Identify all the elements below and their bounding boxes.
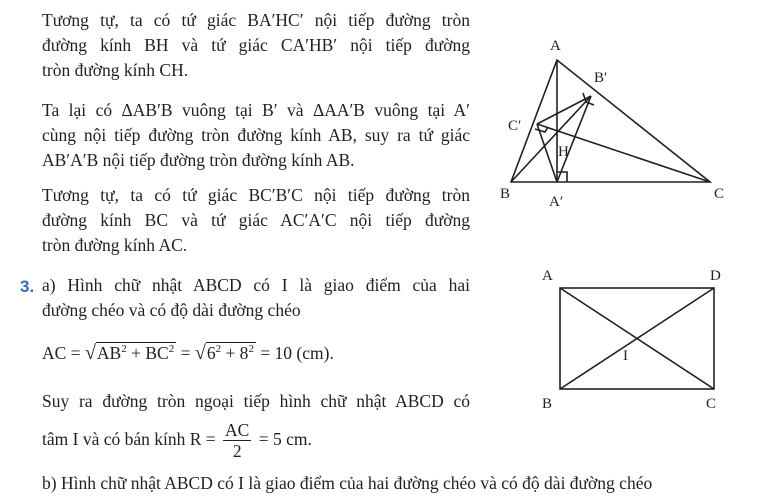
- part-a-line-2: đường chéo và có độ dài đường chéo: [42, 300, 301, 320]
- rad2-exp2: 2: [248, 343, 254, 355]
- formula-result: = 10 (cm).: [260, 342, 334, 363]
- rect-label-d: D: [710, 268, 721, 284]
- rad1-bc: + BC: [126, 342, 169, 363]
- label-a-prime: A′: [549, 194, 564, 210]
- p1-line-2: đường kính BH và tứ giác CA′HB′ nội tiếp đường: [42, 35, 470, 55]
- exercise-number: 3.: [20, 277, 35, 296]
- p3-line-1: Tương tự, ta có tứ giác BC′B′C nội tiếp đường tròn: [42, 185, 470, 205]
- altitude-bb-prime: [511, 96, 591, 182]
- segment-c-prime-b-prime: [537, 96, 591, 124]
- formula-eq1: =: [180, 342, 191, 363]
- part-a-line-1: a) Hình chữ nhật ABCD có I là giao điểm của hai: [42, 275, 470, 295]
- fraction-denominator: 2: [232, 441, 242, 462]
- rect-label-a: A: [542, 268, 553, 284]
- fraction-numerator: AC: [225, 420, 250, 441]
- label-b: B: [500, 186, 511, 202]
- radical-2: $√6^2 + 8^2$: [194, 341, 254, 364]
- rect-label-b: B: [542, 396, 553, 412]
- conclusion-line-1: Suy ra đường tròn ngoại tiếp hình chữ nhật ABCD có: [42, 391, 470, 411]
- part-b-line: b) Hình chữ nhật ABCD có I là giao điểm của hai đường chéo và có độ dài đường chéo: [42, 473, 653, 493]
- p1-line-1: Tương tự, ta có tứ giác BA′HC′ nội tiếp đường tròn: [42, 10, 470, 30]
- rad1-ab: AB: [96, 342, 122, 363]
- segment-b-prime-a-prime: [557, 96, 591, 182]
- triangle-abc: [511, 60, 710, 182]
- label-h: H: [558, 144, 569, 160]
- rad2-eight: + 8: [221, 342, 249, 363]
- rad1-exp2: 2: [168, 343, 175, 355]
- triangle-figure: [490, 30, 740, 215]
- p2-line-3: AB′A′B nội tiếp đường tròn đường kính AB.: [42, 150, 355, 170]
- radius-prefix: tâm I và có bán kính R =: [42, 429, 216, 449]
- radical-1: $√AB^2 + BC^2$: [84, 341, 175, 364]
- diagonal-formula: [42, 337, 334, 366]
- radius-suffix: = 5 cm.: [258, 429, 312, 449]
- p2-line-1: Ta lại có ΔAB′B vuông tại B′ và ΔAA′B vuông tại A′: [42, 100, 470, 120]
- p3-line-2: đường kính BC và tứ giác AC′A′C nội tiếp đường: [42, 210, 470, 230]
- rad1-exp: 2: [121, 343, 127, 355]
- rad2-exp: 2: [215, 343, 222, 355]
- rect-label-c: C: [706, 396, 717, 412]
- label-b-prime: B′: [594, 70, 608, 86]
- rect-label-i: I: [623, 348, 628, 364]
- rectangle-figure: [530, 262, 730, 420]
- label-a: A: [550, 38, 561, 54]
- label-c: C: [714, 186, 725, 202]
- conclusion-line-2: [42, 418, 312, 461]
- formula-lhs: AC =: [42, 342, 81, 363]
- label-c-prime: C′: [508, 118, 522, 134]
- segment-c-prime-a-prime: [537, 124, 557, 182]
- p1-line-3: tròn đường kính CH.: [42, 60, 189, 80]
- p2-line-2: cùng nội tiếp đường tròn đường kính AB, suy ra tứ giác: [42, 125, 470, 145]
- rad2-six: 6: [206, 342, 216, 363]
- p3-line-3: tròn đường kính AC.: [42, 235, 188, 255]
- radius-fraction: [223, 420, 251, 461]
